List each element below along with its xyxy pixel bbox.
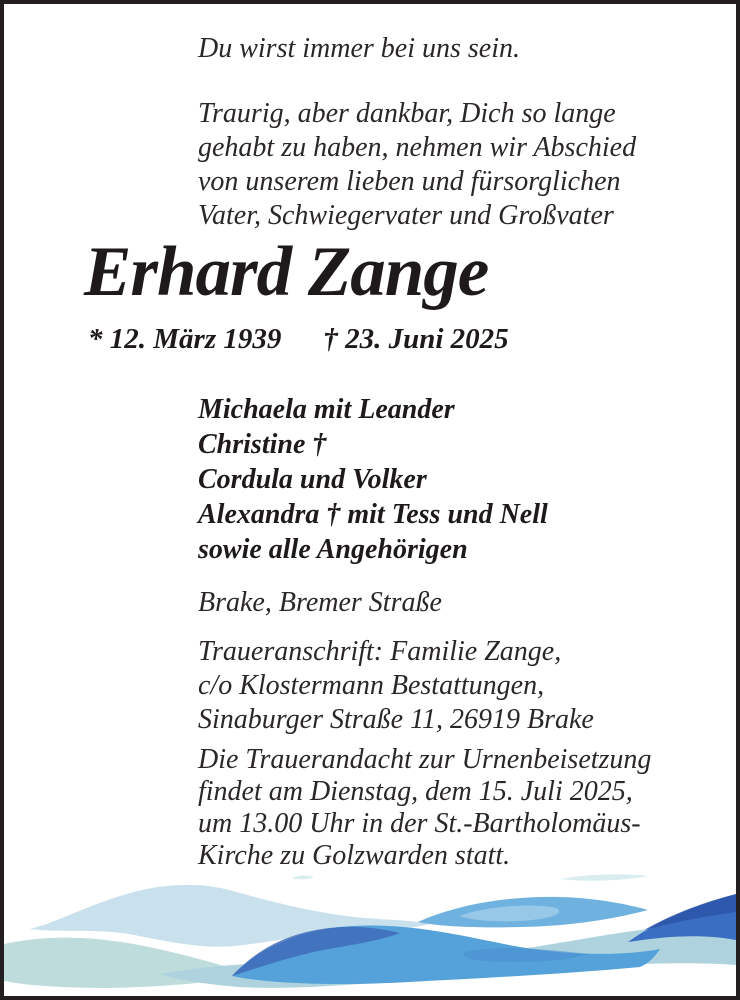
family-line: Cordula und Volker	[198, 464, 427, 495]
pale-dash-shape	[560, 874, 648, 880]
service-line: Die Trauerandacht zur Urnenbeisetzung	[198, 744, 652, 775]
birth-date: * 12. März 1939	[88, 323, 282, 355]
address-line: Traueranschrift: Familie Zange,	[198, 636, 562, 667]
intro-line: von unserem lieben und fürsorglichen	[198, 166, 621, 197]
service-line: findet am Dienstag, dem 15. Juli 2025,	[198, 776, 633, 807]
family-line: sowie alle Angehörigen	[198, 534, 468, 565]
deceased-name: Erhard Zange	[84, 233, 489, 311]
intro-text	[198, 97, 636, 233]
family-line: Christine †	[198, 429, 327, 460]
service-line: Kirche zu Golzwarden statt.	[198, 840, 511, 871]
service-line: um 13.00 Uhr in der St.-Bartholomäus-	[198, 808, 641, 839]
family-line: Michaela mit Leander	[198, 394, 455, 425]
address-line: Sinaburger Straße 11, 26919 Brake	[198, 704, 594, 735]
intro-line: Vater, Schwiegervater und Großvater	[198, 200, 614, 231]
watercolor-waves-art	[4, 870, 736, 996]
family-line: Alexandra † mit Tess und Nell	[198, 499, 548, 530]
service-info	[198, 744, 651, 872]
family-names	[198, 392, 548, 567]
watercolor-waves-svg	[4, 870, 736, 996]
condolence-address	[198, 635, 594, 737]
pale-fleck-shape	[292, 876, 314, 880]
address-line: c/o Klostermann Bestattungen,	[198, 670, 545, 701]
life-dates	[88, 322, 509, 356]
death-date: † 23. Juni 2025	[323, 323, 509, 355]
residence-line: Brake, Bremer Straße	[198, 587, 442, 618]
intro-line: gehabt zu haben, nehmen wir Abschied	[198, 132, 637, 163]
memorial-quote: Du wirst immer bei uns sein.	[198, 33, 520, 64]
intro-line: Traurig, aber dankbar, Dich so lange	[198, 98, 616, 129]
